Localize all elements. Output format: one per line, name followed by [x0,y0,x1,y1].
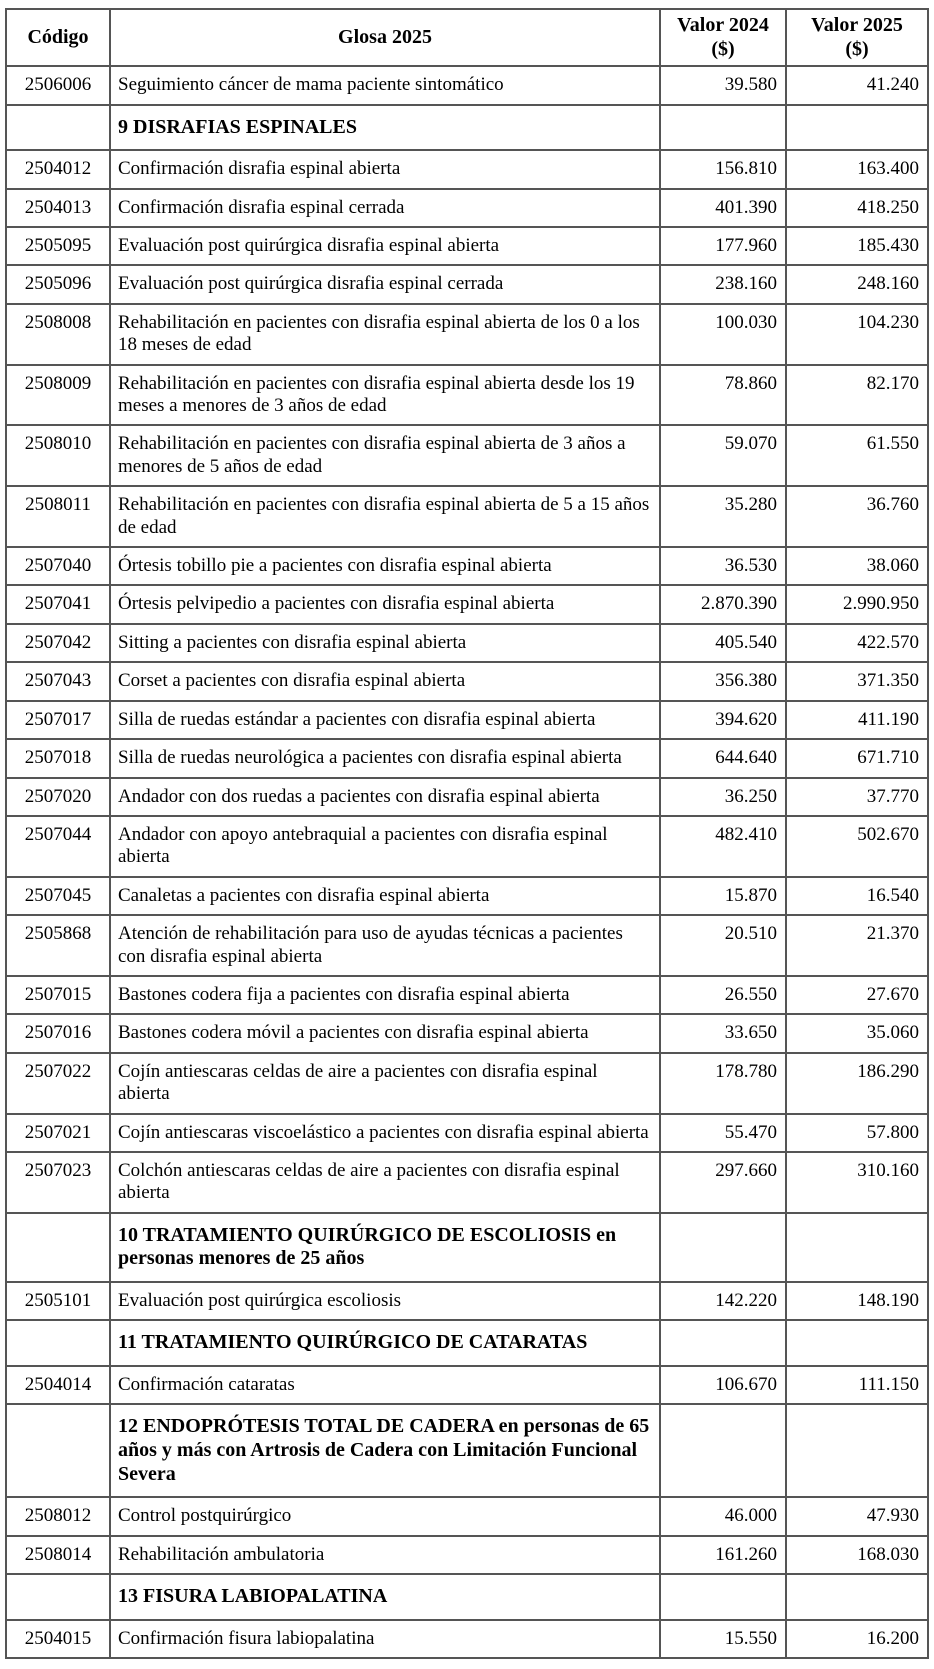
cell-glosa: Rehabilitación en pacientes con disrafia espinal abierta de 5 a 15 años de edad [110,486,660,547]
section-row [6,1404,928,1497]
cell-valor-2025: 163.400 [786,150,928,188]
cell-valor-2024: 238.160 [660,265,786,303]
cell-codigo: 2507016 [6,1014,110,1052]
column-header-valor-2025 [786,9,928,66]
cell-glosa: Órtesis pelvipedio a pacientes con disrafia espinal abierta [110,585,660,623]
cell-valor-2024: 33.650 [660,1014,786,1052]
table-row [6,585,928,623]
column-header-glosa-label: Glosa 2025 [338,25,432,48]
cell-valor-2025: 35.060 [786,1014,928,1052]
table-row [6,1497,928,1535]
cell-valor-2025: 57.800 [786,1114,928,1152]
cell-valor-2024 [660,1213,786,1282]
cell-valor-2025 [786,1320,928,1366]
cell-codigo: 2504014 [6,1366,110,1404]
cell-codigo: 2508008 [6,304,110,365]
cell-valor-2025: 38.060 [786,547,928,585]
cell-codigo: 2507045 [6,877,110,915]
table-row [6,701,928,739]
cell-codigo [6,1404,110,1497]
cell-valor-2025: 47.930 [786,1497,928,1535]
cell-glosa: Rehabilitación en pacientes con disrafia espinal abierta desde los 19 meses a menores de 3 años de edad [110,365,660,426]
cell-valor-2024: 405.540 [660,624,786,662]
cell-valor-2024: 20.510 [660,915,786,976]
cell-codigo: 2507017 [6,701,110,739]
table-row [6,425,928,486]
cell-valor-2025: 111.150 [786,1366,928,1404]
cell-glosa: Sitting a pacientes con disrafia espinal abierta [110,624,660,662]
table-row [6,304,928,365]
cell-valor-2025: 82.170 [786,365,928,426]
cell-codigo [6,1574,110,1620]
table-row [6,365,928,426]
cell-valor-2024: 177.960 [660,227,786,265]
cell-valor-2025: 418.250 [786,189,928,227]
cell-codigo: 2507015 [6,976,110,1014]
section-title: 11 TRATAMIENTO QUIRÚRGICO DE CATARATAS [110,1320,660,1366]
column-header-valor-2025-unit: ($) [845,37,869,60]
cell-valor-2025: 36.760 [786,486,928,547]
cell-glosa: Rehabilitación en pacientes con disrafia espinal abierta de los 0 a los 18 meses de edad [110,304,660,365]
cell-glosa: Control postquirúrgico [110,1497,660,1535]
cell-valor-2024: 100.030 [660,304,786,365]
cell-valor-2025 [786,1574,928,1620]
cell-glosa: Cojín antiescaras viscoelástico a pacientes con disrafia espinal abierta [110,1114,660,1152]
cell-codigo: 2508009 [6,365,110,426]
cell-glosa: Cojín antiescaras celdas de aire a pacientes con disrafia espinal abierta [110,1053,660,1114]
cell-codigo: 2506006 [6,66,110,104]
section-row [6,1320,928,1366]
table-row [6,976,928,1014]
table-row [6,662,928,700]
cell-codigo: 2508011 [6,486,110,547]
cell-codigo: 2505101 [6,1282,110,1320]
table-row [6,66,928,104]
cell-valor-2024: 356.380 [660,662,786,700]
cell-valor-2024 [660,1574,786,1620]
cell-codigo: 2507042 [6,624,110,662]
cell-codigo [6,1213,110,1282]
section-row [6,105,928,151]
cell-valor-2025: 61.550 [786,425,928,486]
cell-valor-2024: 46.000 [660,1497,786,1535]
cell-valor-2024: 78.860 [660,365,786,426]
column-header-valor-2024 [660,9,786,66]
cell-codigo: 2507018 [6,739,110,777]
table-row [6,1620,928,1658]
section-title: 10 TRATAMIENTO QUIRÚRGICO DE ESCOLIOSIS en personas menores de 25 años [110,1213,660,1282]
cell-valor-2025 [786,105,928,151]
cell-valor-2025 [786,1404,928,1497]
cell-valor-2025: 16.200 [786,1620,928,1658]
column-header-valor-2024-label: Valor 2024 [677,14,769,36]
cell-valor-2025: 310.160 [786,1152,928,1213]
section-title: 13 FISURA LABIOPALATINA [110,1574,660,1620]
column-header-codigo [6,9,110,66]
cell-valor-2024: 161.260 [660,1536,786,1574]
cell-codigo: 2505096 [6,265,110,303]
cell-valor-2025: 37.770 [786,778,928,816]
table-row [6,739,928,777]
cell-codigo: 2505095 [6,227,110,265]
cell-glosa: Evaluación post quirúrgica disrafia espinal cerrada [110,265,660,303]
cell-valor-2025: 502.670 [786,816,928,877]
cell-glosa: Órtesis tobillo pie a pacientes con disrafia espinal abierta [110,547,660,585]
cell-glosa: Silla de ruedas neurológica a pacientes con disrafia espinal abierta [110,739,660,777]
cell-valor-2024: 297.660 [660,1152,786,1213]
cell-valor-2024: 15.870 [660,877,786,915]
cell-codigo [6,1320,110,1366]
cell-valor-2024: 36.250 [660,778,786,816]
table-row [6,1152,928,1213]
cell-valor-2025: 16.540 [786,877,928,915]
cell-valor-2024: 59.070 [660,425,786,486]
table-row [6,624,928,662]
cell-valor-2024: 178.780 [660,1053,786,1114]
cell-valor-2025: 27.670 [786,976,928,1014]
table-row [6,1536,928,1574]
section-title: 12 ENDOPRÓTESIS TOTAL DE CADERA en personas de 65 años y más con Artrosis de Cadera con Limitación Funcional Severa [110,1404,660,1497]
cell-glosa: Evaluación post quirúrgica disrafia espinal abierta [110,227,660,265]
cell-codigo: 2507040 [6,547,110,585]
cell-valor-2025: 104.230 [786,304,928,365]
cell-glosa: Corset a pacientes con disrafia espinal abierta [110,662,660,700]
cell-valor-2025: 186.290 [786,1053,928,1114]
cell-codigo: 2504015 [6,1620,110,1658]
cell-glosa: Evaluación post quirúrgica escoliosis [110,1282,660,1320]
cell-codigo: 2508014 [6,1536,110,1574]
cell-valor-2025: 168.030 [786,1536,928,1574]
cell-codigo: 2508012 [6,1497,110,1535]
cell-valor-2024: 644.640 [660,739,786,777]
arancel-table [5,8,929,1659]
cell-codigo: 2505868 [6,915,110,976]
cell-codigo: 2507043 [6,662,110,700]
cell-valor-2025: 248.160 [786,265,928,303]
cell-valor-2025: 2.990.950 [786,585,928,623]
cell-valor-2024: 142.220 [660,1282,786,1320]
cell-glosa: Canaletas a pacientes con disrafia espinal abierta [110,877,660,915]
cell-codigo: 2507023 [6,1152,110,1213]
header-row [6,9,928,66]
cell-valor-2024: 482.410 [660,816,786,877]
cell-glosa: Confirmación fisura labiopalatina [110,1620,660,1658]
cell-glosa: Rehabilitación ambulatoria [110,1536,660,1574]
cell-valor-2024: 106.670 [660,1366,786,1404]
cell-valor-2024 [660,105,786,151]
cell-valor-2025: 671.710 [786,739,928,777]
table-row [6,486,928,547]
cell-glosa: Confirmación disrafia espinal cerrada [110,189,660,227]
cell-valor-2025: 148.190 [786,1282,928,1320]
cell-codigo: 2507041 [6,585,110,623]
cell-glosa: Rehabilitación en pacientes con disrafia espinal abierta de 3 años a menores de 5 años de edad [110,425,660,486]
cell-glosa: Andador con dos ruedas a pacientes con disrafia espinal abierta [110,778,660,816]
table-row [6,189,928,227]
cell-glosa: Silla de ruedas estándar a pacientes con disrafia espinal abierta [110,701,660,739]
cell-valor-2024 [660,1404,786,1497]
column-header-valor-2025-label: Valor 2025 [811,14,903,36]
cell-valor-2025: 41.240 [786,66,928,104]
cell-valor-2024: 394.620 [660,701,786,739]
section-row [6,1574,928,1620]
cell-valor-2024: 35.280 [660,486,786,547]
column-header-codigo-label: Código [27,25,89,48]
table-row [6,1114,928,1152]
cell-valor-2024 [660,1320,786,1366]
table-row [6,150,928,188]
cell-codigo: 2507044 [6,816,110,877]
table-header [6,9,928,66]
cell-valor-2025: 21.370 [786,915,928,976]
cell-valor-2024: 2.870.390 [660,585,786,623]
cell-valor-2024: 55.470 [660,1114,786,1152]
table-row [6,1282,928,1320]
cell-valor-2025: 422.570 [786,624,928,662]
cell-valor-2025 [786,1213,928,1282]
cell-valor-2025: 411.190 [786,701,928,739]
cell-glosa: Andador con apoyo antebraquial a pacientes con disrafia espinal abierta [110,816,660,877]
table-row [6,877,928,915]
table-row [6,778,928,816]
cell-glosa: Confirmación disrafia espinal abierta [110,150,660,188]
section-row [6,1213,928,1282]
cell-glosa: Colchón antiescaras celdas de aire a pacientes con disrafia espinal abierta [110,1152,660,1213]
cell-valor-2024: 36.530 [660,547,786,585]
cell-codigo: 2507022 [6,1053,110,1114]
cell-valor-2025: 371.350 [786,662,928,700]
table-row [6,1366,928,1404]
table-row [6,1014,928,1052]
cell-valor-2024: 156.810 [660,150,786,188]
section-title: 9 DISRAFIAS ESPINALES [110,105,660,151]
cell-codigo: 2504012 [6,150,110,188]
cell-valor-2024: 26.550 [660,976,786,1014]
cell-valor-2024: 401.390 [660,189,786,227]
table-row [6,547,928,585]
cell-valor-2025: 185.430 [786,227,928,265]
table-row [6,816,928,877]
cell-glosa: Confirmación cataratas [110,1366,660,1404]
cell-glosa: Atención de rehabilitación para uso de ayudas técnicas a pacientes con disrafia espinal abierta [110,915,660,976]
table-body [6,66,928,1658]
cell-glosa: Bastones codera fija a pacientes con disrafia espinal abierta [110,976,660,1014]
table-row [6,227,928,265]
cell-codigo [6,105,110,151]
cell-valor-2024: 15.550 [660,1620,786,1658]
cell-codigo: 2507021 [6,1114,110,1152]
column-header-valor-2024-unit: ($) [711,37,735,60]
table-row [6,915,928,976]
cell-valor-2024: 39.580 [660,66,786,104]
table-row [6,265,928,303]
cell-glosa: Seguimiento cáncer de mama paciente sintomático [110,66,660,104]
cell-codigo: 2504013 [6,189,110,227]
cell-glosa: Bastones codera móvil a pacientes con disrafia espinal abierta [110,1014,660,1052]
cell-codigo: 2508010 [6,425,110,486]
table-row [6,1053,928,1114]
column-header-glosa [110,9,660,66]
cell-codigo: 2507020 [6,778,110,816]
